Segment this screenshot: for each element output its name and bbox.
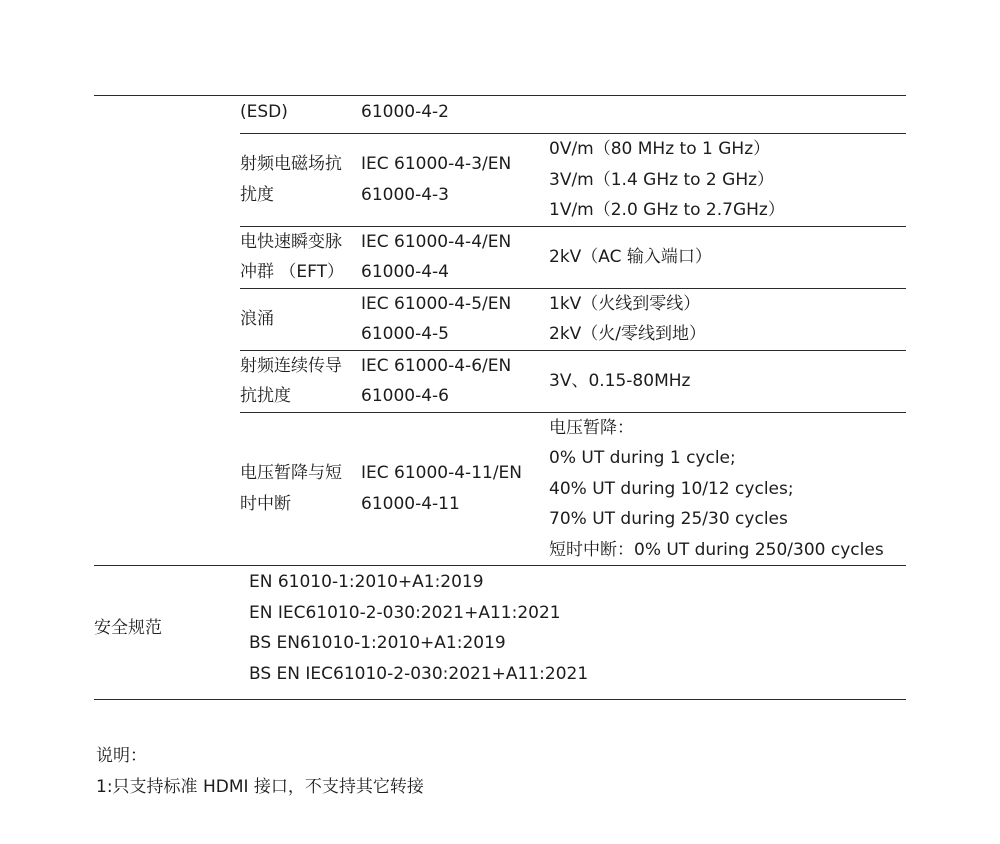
notes-line: 1:只支持标准 HDMI 接口，不支持其它转接 bbox=[96, 777, 424, 797]
specification-table bbox=[94, 95, 906, 691]
level-cell bbox=[549, 226, 906, 288]
standard-line: 61000-4-2 bbox=[361, 102, 449, 122]
standard-line: 61000-4-11 bbox=[361, 493, 460, 514]
safety-standard-line: EN 61010-1:2010+A1:2019 bbox=[249, 572, 484, 592]
test-item-cell bbox=[240, 95, 361, 134]
standard-cell bbox=[361, 226, 549, 288]
level-line: 1kV（火线到零线） bbox=[549, 293, 701, 314]
level-line: 40% UT during 10/12 cycles; bbox=[549, 478, 794, 499]
level-cell bbox=[549, 350, 906, 412]
table-row bbox=[94, 95, 906, 134]
standard-line: IEC 61000-4-5/EN bbox=[361, 293, 512, 314]
item-line: 射频电磁场抗 bbox=[240, 154, 342, 175]
standard-cell bbox=[361, 95, 549, 134]
test-item-cell bbox=[240, 350, 361, 412]
level-cell bbox=[549, 134, 906, 227]
item-line: 电快速瞬变脉 bbox=[240, 231, 342, 252]
level-line: 3V、0.15-80MHz bbox=[549, 370, 691, 391]
level-line: 0V/m（80 MHz to 1 GHz） bbox=[549, 139, 771, 159]
test-item-cell bbox=[240, 226, 361, 288]
level-cell bbox=[549, 288, 906, 350]
safety-standard-line: BS EN IEC61010-2-030:2021+A11:2021 bbox=[249, 663, 589, 684]
level-cell bbox=[549, 412, 906, 566]
item-line: (ESD) bbox=[240, 102, 288, 122]
level-cell bbox=[549, 95, 906, 134]
level-line: 2kV（火/零线到地） bbox=[549, 324, 707, 344]
standard-line: 61000-4-5 bbox=[361, 324, 449, 344]
item-line: 电压暂降与短 bbox=[240, 463, 342, 484]
safety-standard-line: EN IEC61010-2-030:2021+A11:2021 bbox=[249, 602, 561, 623]
level-line: 电压暂降： bbox=[549, 417, 634, 438]
standard-cell bbox=[361, 134, 549, 227]
standard-cell bbox=[361, 288, 549, 350]
table-row-safety bbox=[94, 566, 906, 692]
standard-line: 61000-4-6 bbox=[361, 386, 449, 406]
standard-line: 61000-4-4 bbox=[361, 262, 449, 282]
standard-line: 61000-4-3 bbox=[361, 184, 449, 205]
level-line: 1V/m（2.0 GHz to 2.7GHz） bbox=[549, 200, 785, 220]
level-line: 2kV（AC 输入端口） bbox=[549, 246, 712, 267]
safety-standards-cell bbox=[240, 566, 906, 692]
safety-standard-line: BS EN61010-1:2010+A1:2019 bbox=[249, 633, 506, 653]
standard-cell bbox=[361, 350, 549, 412]
standard-line: IEC 61000-4-3/EN bbox=[361, 154, 512, 175]
standard-cell bbox=[361, 412, 549, 566]
notes-section bbox=[96, 741, 424, 803]
level-line: 0% UT during 1 cycle; bbox=[549, 448, 736, 468]
table-bottom-rule bbox=[94, 699, 906, 700]
level-line: 3V/m（1.4 GHz to 2 GHz） bbox=[549, 169, 775, 190]
item-line: 时中断 bbox=[240, 493, 291, 514]
standard-line: IEC 61000-4-4/EN bbox=[361, 231, 512, 252]
safety-category-cell: 安全规范 bbox=[94, 566, 240, 692]
notes-title: 说明： bbox=[96, 746, 147, 766]
test-item-cell bbox=[240, 412, 361, 566]
emc-category-cell bbox=[94, 95, 240, 566]
test-item-cell bbox=[240, 134, 361, 227]
level-line: 70% UT during 25/30 cycles bbox=[549, 509, 788, 529]
standard-line: IEC 61000-4-11/EN bbox=[361, 463, 523, 484]
standard-line: IEC 61000-4-6/EN bbox=[361, 355, 512, 376]
item-line: 扰度 bbox=[240, 184, 274, 205]
test-item-cell bbox=[240, 288, 361, 350]
item-line: 射频连续传导 bbox=[240, 355, 342, 376]
item-line: 浪涌 bbox=[240, 308, 274, 329]
level-line: 短时中断：0% UT during 250/300 cycles bbox=[549, 539, 884, 560]
item-line: 抗扰度 bbox=[240, 386, 291, 406]
item-line: 冲群 （EFT） bbox=[240, 262, 345, 282]
